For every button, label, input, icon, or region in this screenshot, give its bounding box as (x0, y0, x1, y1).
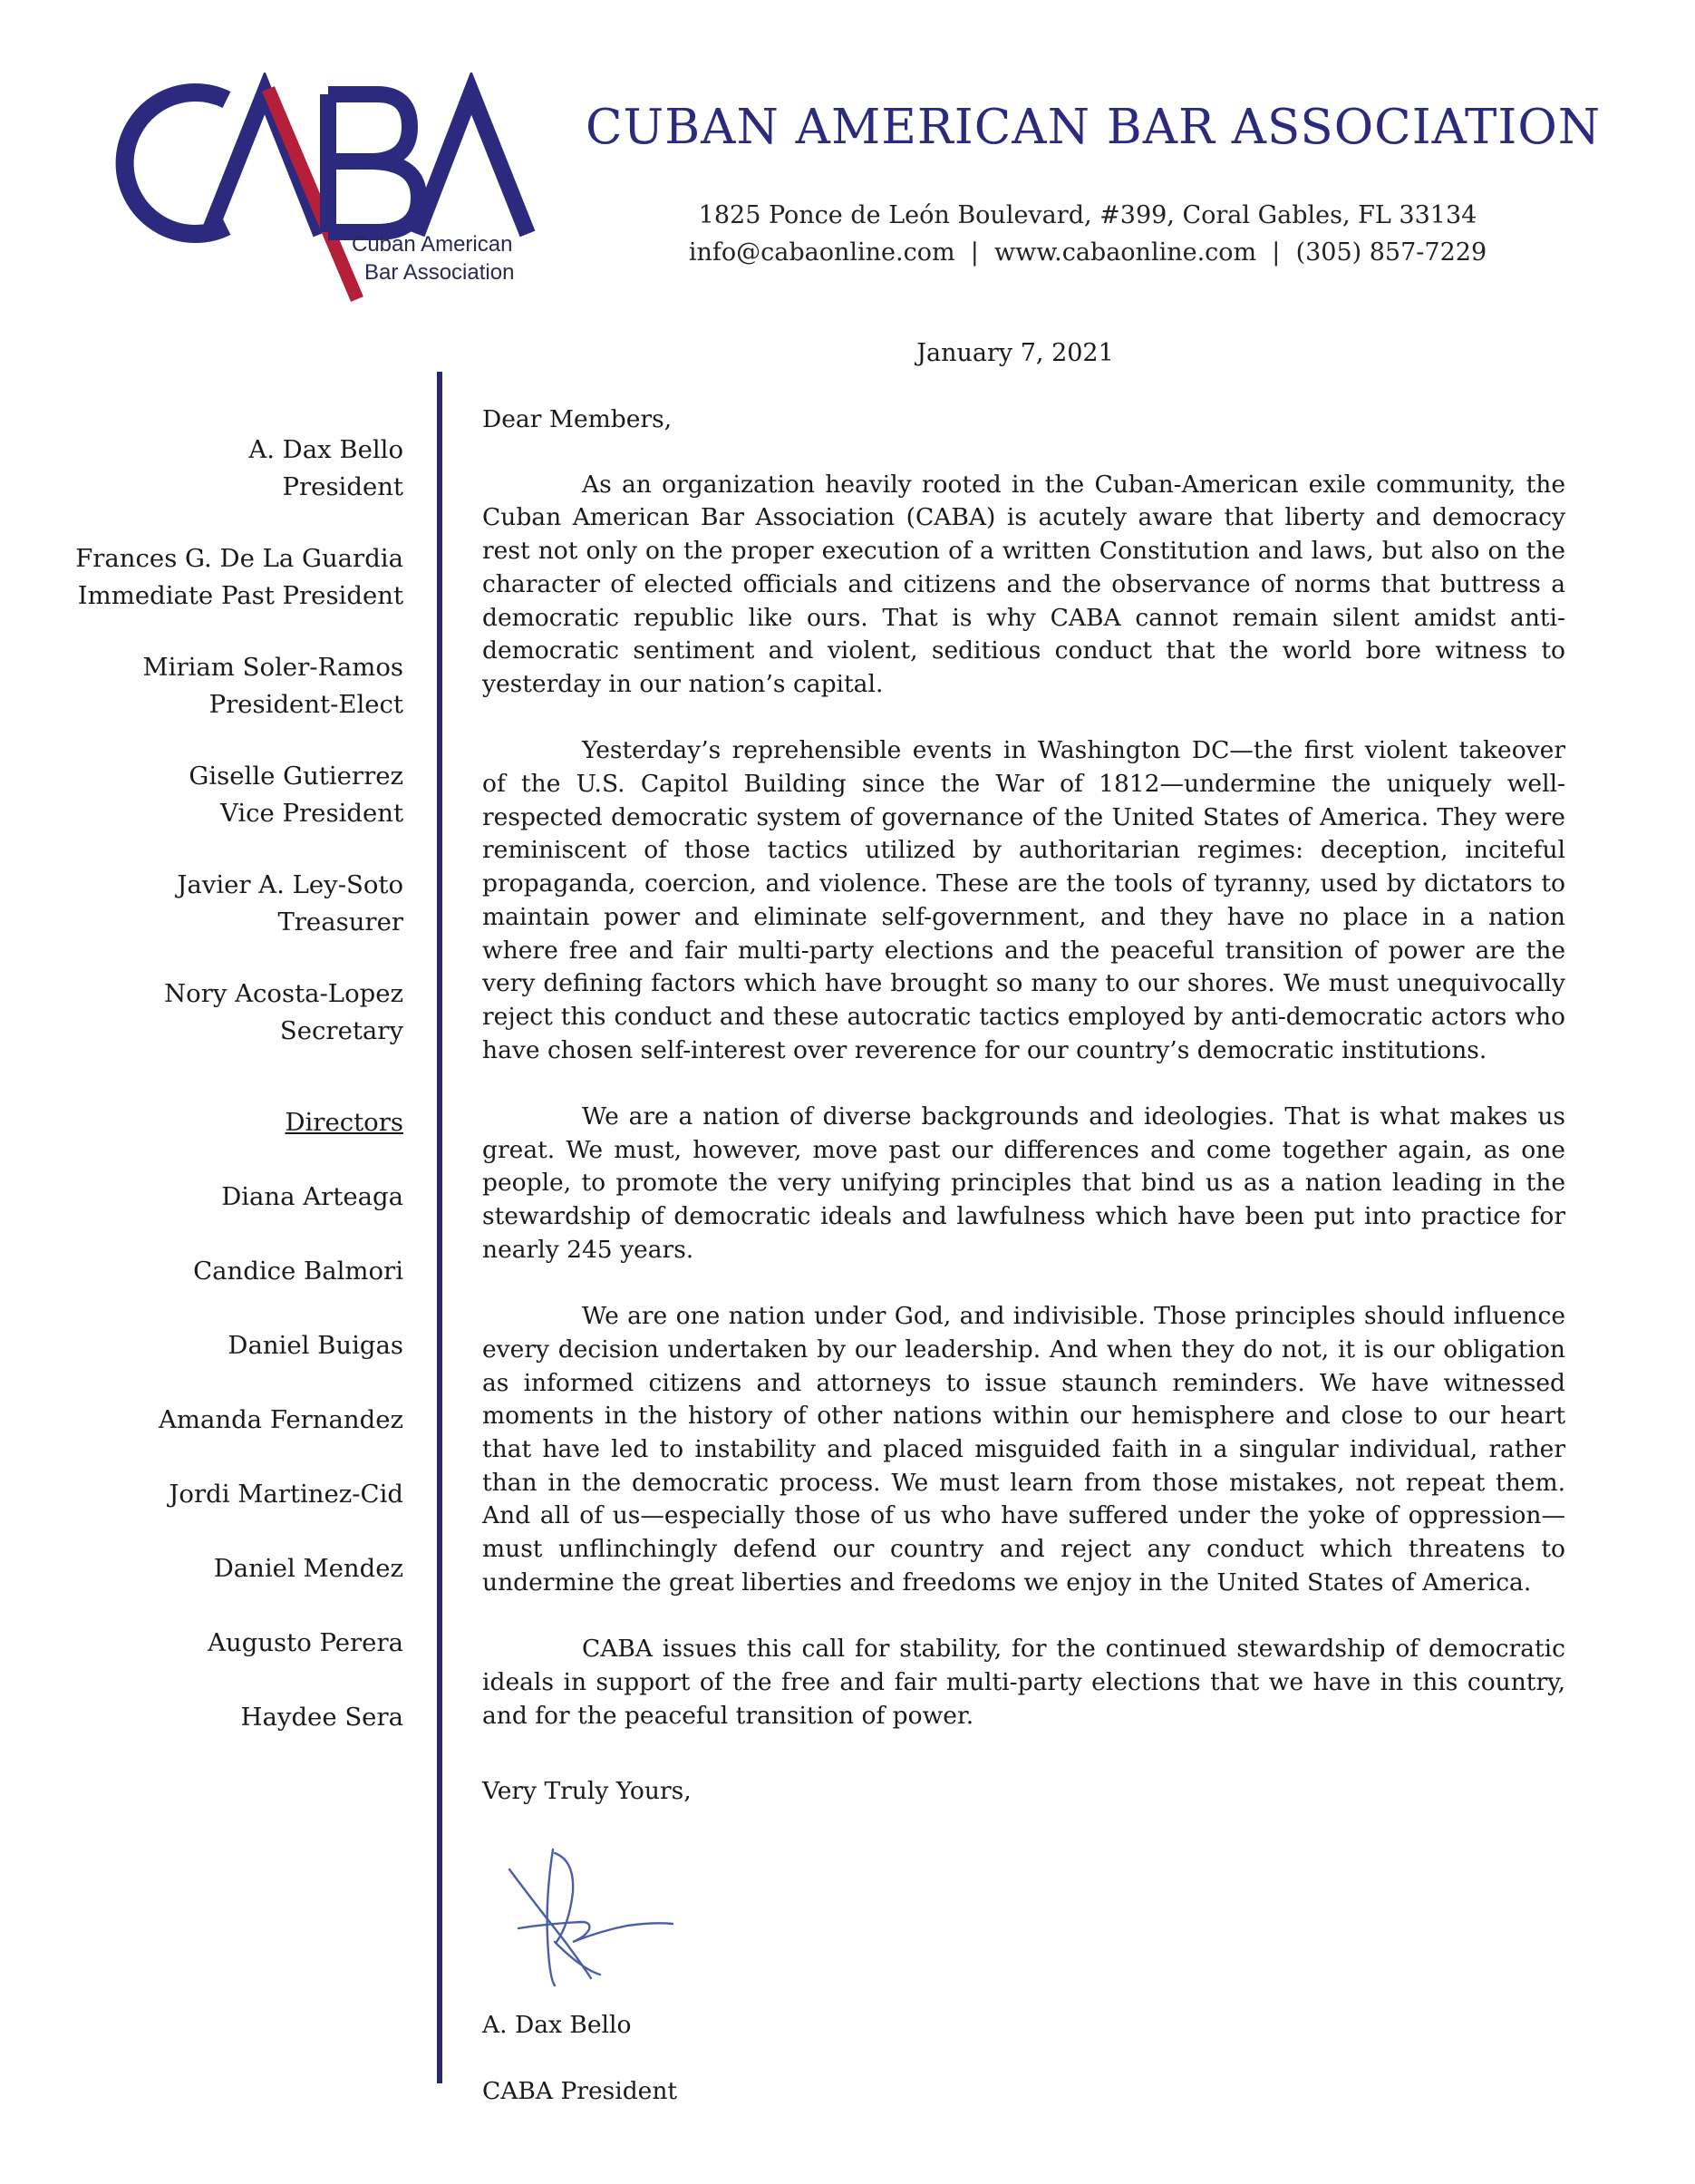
officer-name: Nory Acosta-Lopez (164, 979, 403, 1008)
officer-name: Miriam Soler-Ramos (142, 653, 403, 682)
officer-entry (5, 649, 403, 723)
letter-body (482, 403, 1565, 2141)
organization-contact: info@cabaonline.com | www.cabaonline.com | (305) 857-7229 (688, 238, 1487, 267)
director-name: Jordi Martinez-Cid (169, 1480, 403, 1509)
officer-title: President-Elect (208, 690, 403, 719)
letter-paragraph: Yesterday’s reprehensible events in Washington DC—the first violent takeover of the U.S. Capitol Building since the War of 1812—undermine the uniquely well-respected democratic system of governance of the United States of America. They were reminiscent of those tactics utilized by authoritarian regimes: deception, inciteful propaganda, coercion, and violence. These are the tools of tyranny, used by dictators to maintain power and eliminate self-government, and they have no place in a nation where free and fair multi-party elections and the peaceful transition of power are the very defining factors which have brought so many to our shores. We must unequivocally reject this conduct and these autocratic tactics employed by anti-democratic actors who have chosen self-interest over reverence for our country’s democratic institutions. (482, 736, 1565, 1064)
board-roster (5, 432, 403, 1773)
officer-title: Vice President (219, 799, 403, 828)
letter-paragraph: As an organization heavily rooted in the Cuban-American exile community, the Cuban American Bar Association (CABA) is acutely aware that liberty and democracy rest not only on the proper execution of a written Constitution and laws, but also on the character of elected officials and citizens and the observance of norms that buttress a democratic republic like ours. That is why CABA cannot remain silent amidst anti-democratic sentiment and violent, seditious conduct that the world bore witness to yesterday in our nation’s capital. (482, 470, 1565, 698)
officer-title: Secretary (279, 1016, 403, 1045)
signer-name: A. Dax Bello (482, 2010, 632, 2039)
director-name: Daniel Mendez (213, 1554, 403, 1583)
signer-title: CABA President (482, 2077, 678, 2106)
letter-date: January 7, 2021 (916, 339, 1114, 367)
officer-name: Javier A. Ley-Soto (177, 870, 403, 899)
logo-subtitle-line2: Bar Association (364, 260, 515, 285)
closing: Very Truly Yours, (482, 1777, 692, 1806)
letter-paragraph: We are one nation under God, and indivisible. Those principles should influence every decision undertaken by our leadership. And when they do not, it is our obligation as informed citizens and attorneys to issue staunch reminders. We have witnessed moments in the history of other nations within our hemisphere and close to our heart that have led to instability and placed misguided faith in a singular individual, rather than in the democratic process. We must learn from those mistakes, not repeat them. And all of us—especially those of us who have suffered under the yoke of oppression—must unflinchingly defend our country and reject any conduct which threatens to undermine the great liberties and freedoms we enjoy in the United States of America. (482, 1302, 1565, 1597)
officer-title: Treasurer (277, 908, 403, 937)
officer-entry (5, 976, 403, 1050)
officer-entry (5, 867, 403, 941)
director-name: Candice Balmori (193, 1257, 403, 1286)
directors-heading: Directors (285, 1108, 403, 1137)
director-name: Amanda Fernandez (159, 1405, 403, 1434)
officer-title: President (282, 472, 403, 501)
director-name: Daniel Buigas (228, 1331, 403, 1360)
officer-entry (5, 432, 403, 506)
logo-subtitle-line1: Cuban American (352, 232, 513, 257)
officer-entry (5, 540, 403, 615)
vertical-divider (437, 372, 442, 2083)
officer-name: Giselle Gutierrez (189, 762, 403, 791)
organization-name: CUBAN AMERICAN BAR ASSOCIATION (586, 100, 1602, 155)
letter-paragraph: We are a nation of diverse backgrounds and ideologies. That is what makes us great. We must, however, move past our differences and come together again, as one people, to promote the very unifying principles that bind us as a nation leading in the stewardship of democratic ideals and lawfulness which have been put into practice for nearly 245 years. (482, 1102, 1565, 1264)
handwritten-signature-icon (500, 1842, 700, 2001)
salutation: Dear Members, (482, 405, 673, 433)
officer-entry (5, 758, 403, 832)
officer-title: Immediate Past President (77, 581, 403, 610)
director-name: Diana Arteaga (221, 1182, 403, 1211)
director-name: Haydee Sera (240, 1703, 403, 1732)
officer-name: A. Dax Bello (248, 435, 403, 464)
organization-address: 1825 Ponce de León Boulevard, #399, Coral Gables, FL 33134 (698, 201, 1477, 229)
letter-paragraph: CABA issues this call for stability, for the continued stewardship of democratic ideals in support of the free and fair multi-party elections that we have in this country, and for the peaceful transition of power. (482, 1635, 1565, 1730)
director-name: Augusto Perera (208, 1628, 403, 1657)
officer-name: Frances G. De La Guardia (75, 544, 403, 573)
